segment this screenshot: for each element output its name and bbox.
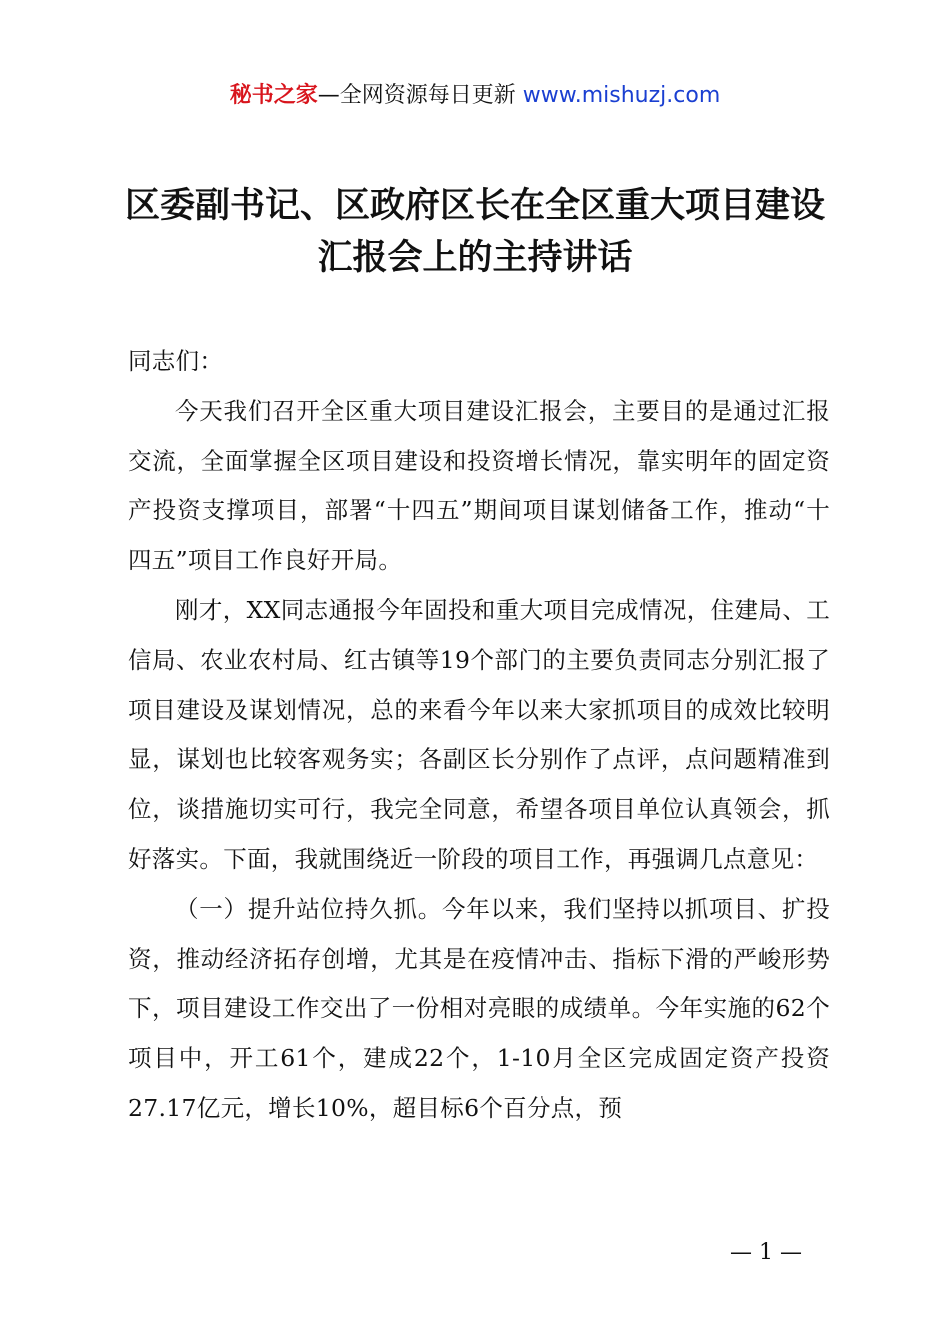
site-header — [0, 80, 950, 112]
title-line-2: 汇报会上的主持讲话 — [317, 237, 633, 278]
document-body — [128, 337, 830, 1134]
site-url-link[interactable]: www.mishuzj.com — [522, 83, 721, 108]
title-line-1: 区委副书记、区政府区长在全区重大项目建设 — [124, 185, 825, 226]
document-title — [80, 180, 870, 284]
paragraph-3: （一）提升站位持久抓。今年以来，我们坚持以抓项目、扩投资，推动经济拓存创增，尤其是在疫情冲击、指标下滑的严峻形势下，项目建设工作交出了一份相对亮眼的成绩单。今年实施的62个项目中，开工61个，建成22个，1-10月全区完成固定资产投资27.17亿元，增长10%，超目标6个百分点，预 — [128, 894, 830, 1122]
page-number: — 1 — — [730, 1240, 802, 1265]
site-brand: 秘书之家 — [229, 83, 318, 108]
salutation: 同志们： — [128, 347, 224, 375]
paragraph-2: 刚才，XX同志通报今年固投和重大项目完成情况，住建局、工信局、农业农村局、红古镇等19个部门的主要负责同志分别汇报了项目建设及谋划情况，总的来看今年以来大家抓项目的成效比较明显，谋划也比较客观务实；各副区长分别作了点评，点问题精准到位，谈措施切实可行，我完全同意，希望各项目单位认真领会，抓好落实。下面，我就围绕近一阶段的项目工作，再强调几点意见： — [128, 595, 830, 873]
paragraph-1: 今天我们召开全区重大项目建设汇报会，主要目的是通过汇报交流，全面掌握全区项目建设和投资增长情况，靠实明年的固定资产投资支撑项目，部署“十四五”期间项目谋划储备工作，推动“十四五”项目工作良好开局。 — [128, 396, 830, 575]
site-tagline: —全网资源每日更新 — [317, 83, 523, 108]
